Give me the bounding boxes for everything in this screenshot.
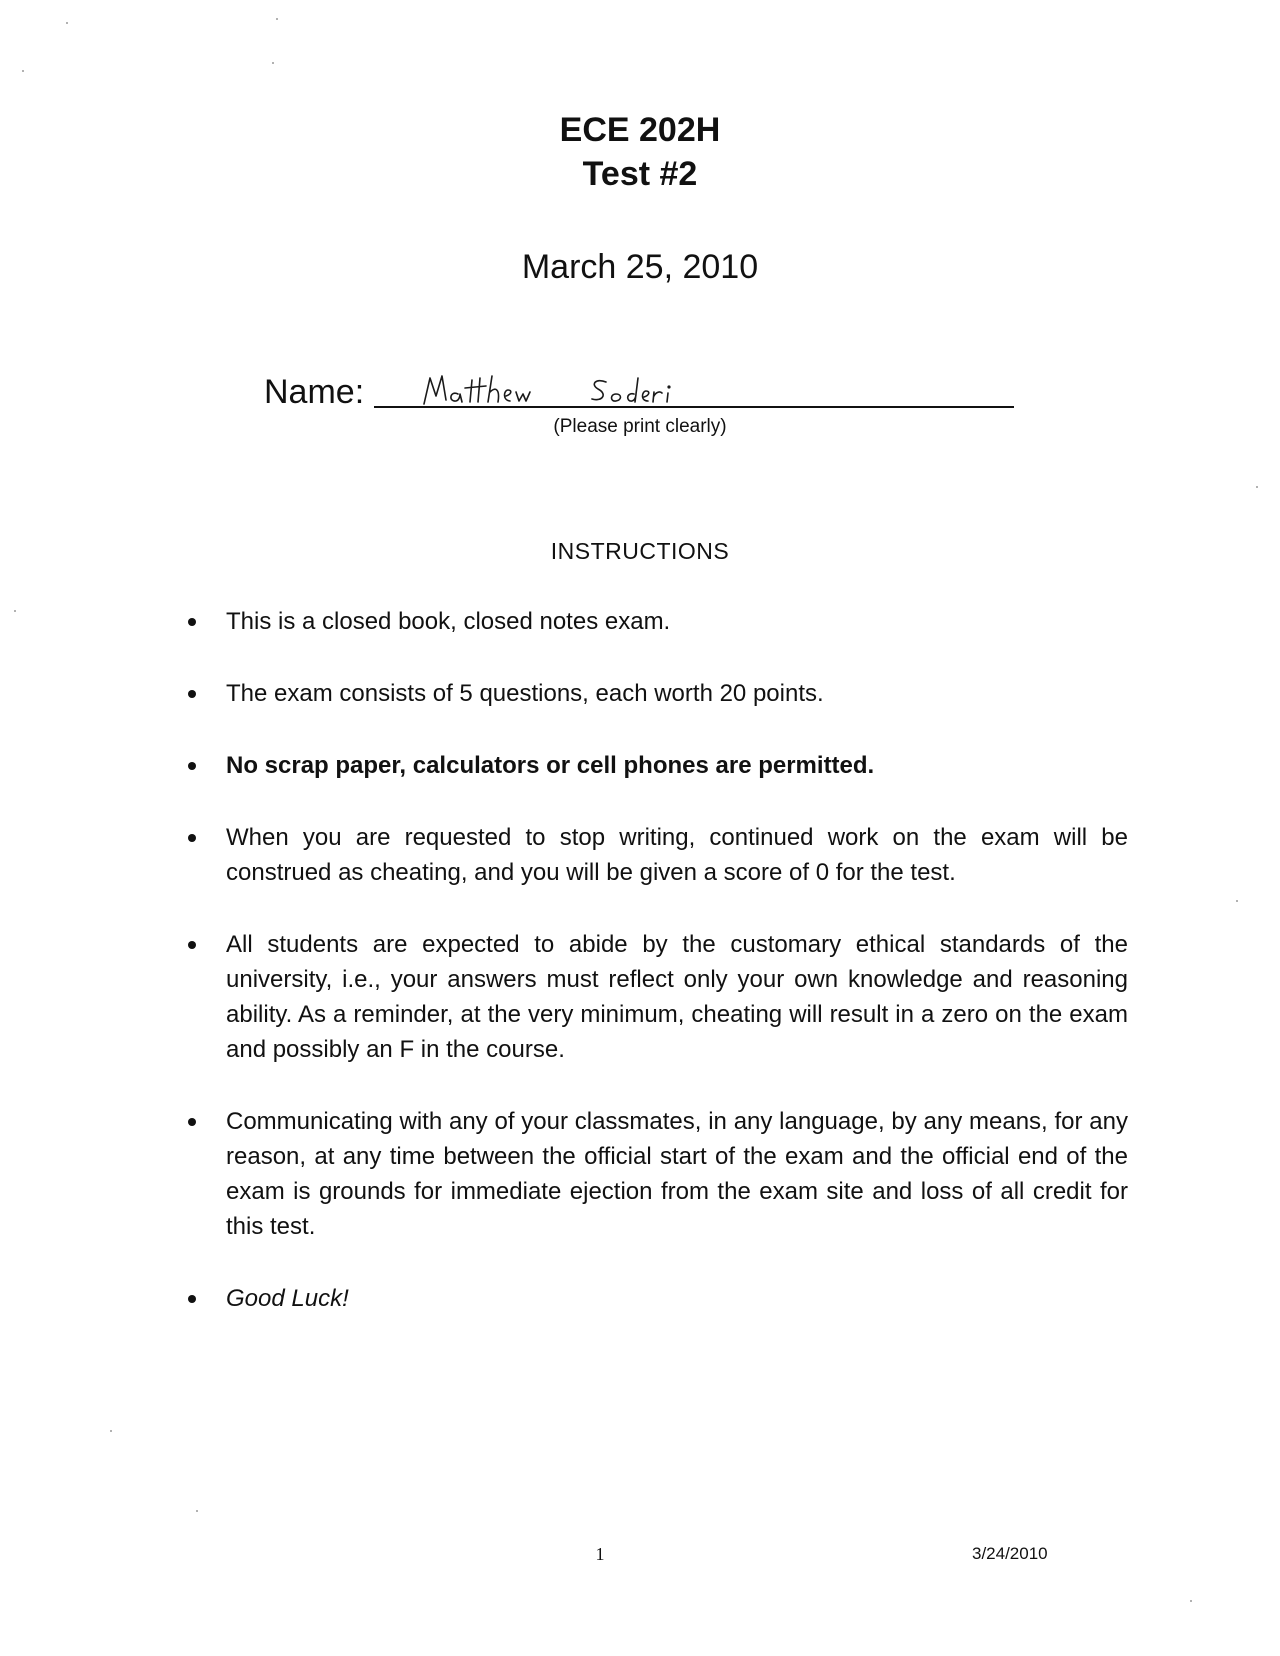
bullet-icon	[188, 1295, 196, 1303]
bullet-icon	[188, 762, 196, 770]
bullet-icon	[188, 834, 196, 842]
instruction-text: Communicating with any of your classmates, in any language, by any means, for any reason, at any time between the official start of the exam and the official end of the exam is grounds for immediate ejection from the exam site and loss of all credit for this test.	[226, 1108, 1128, 1240]
name-label: Name:	[264, 373, 365, 411]
scan-speck	[22, 70, 24, 72]
instruction-item	[178, 1281, 1128, 1316]
scan-speck	[66, 22, 68, 24]
exam-date: March 25, 2010	[521, 248, 759, 286]
scan-speck	[110, 1430, 112, 1432]
instruction-text: The exam consists of 5 questions, each worth 20 points.	[226, 680, 824, 707]
bullet-icon	[188, 618, 196, 626]
instructions-heading: INSTRUCTIONS	[550, 538, 730, 564]
instruction-item	[178, 748, 1128, 783]
instructions-list	[178, 604, 1128, 1353]
instruction-text: All students are expected to abide by the customary ethical standards of the university, i.e., your answers must reflect only your own knowledge and reasoning ability. As a reminder, at the very minimum, cheating will result in a zero on the exam and possibly an F in the course.	[226, 931, 1128, 1063]
instruction-text: When you are requested to stop writing, continued work on the exam will be construed as cheating, and you will be given a score of 0 for the test.	[226, 824, 1128, 886]
scan-speck	[276, 18, 278, 20]
scan-speck	[1236, 900, 1238, 902]
scan-speck	[14, 610, 16, 612]
page-number: 1	[595, 1544, 605, 1564]
instruction-text: No scrap paper, calculators or cell phones are permitted.	[226, 752, 875, 779]
instruction-item	[178, 604, 1128, 639]
instruction-item	[178, 927, 1128, 1067]
scan-speck	[196, 1510, 198, 1512]
instruction-item	[178, 676, 1128, 711]
course-title: ECE 202H	[559, 111, 721, 149]
instruction-text: Good Luck!	[226, 1285, 349, 1312]
handwritten-name	[420, 370, 740, 410]
instruction-item	[178, 820, 1128, 890]
scan-speck	[1256, 486, 1258, 488]
instruction-text: This is a closed book, closed notes exam.	[226, 608, 671, 635]
bullet-icon	[188, 1118, 196, 1126]
print-clearly-hint: (Please print clearly)	[553, 416, 727, 437]
scan-speck	[1190, 1600, 1192, 1602]
test-title: Test #2	[582, 155, 698, 193]
bullet-icon	[188, 941, 196, 949]
instruction-item	[178, 1104, 1128, 1244]
footer-date: 3/24/2010	[972, 1544, 1048, 1563]
bullet-icon	[188, 690, 196, 698]
scan-speck	[272, 62, 274, 64]
